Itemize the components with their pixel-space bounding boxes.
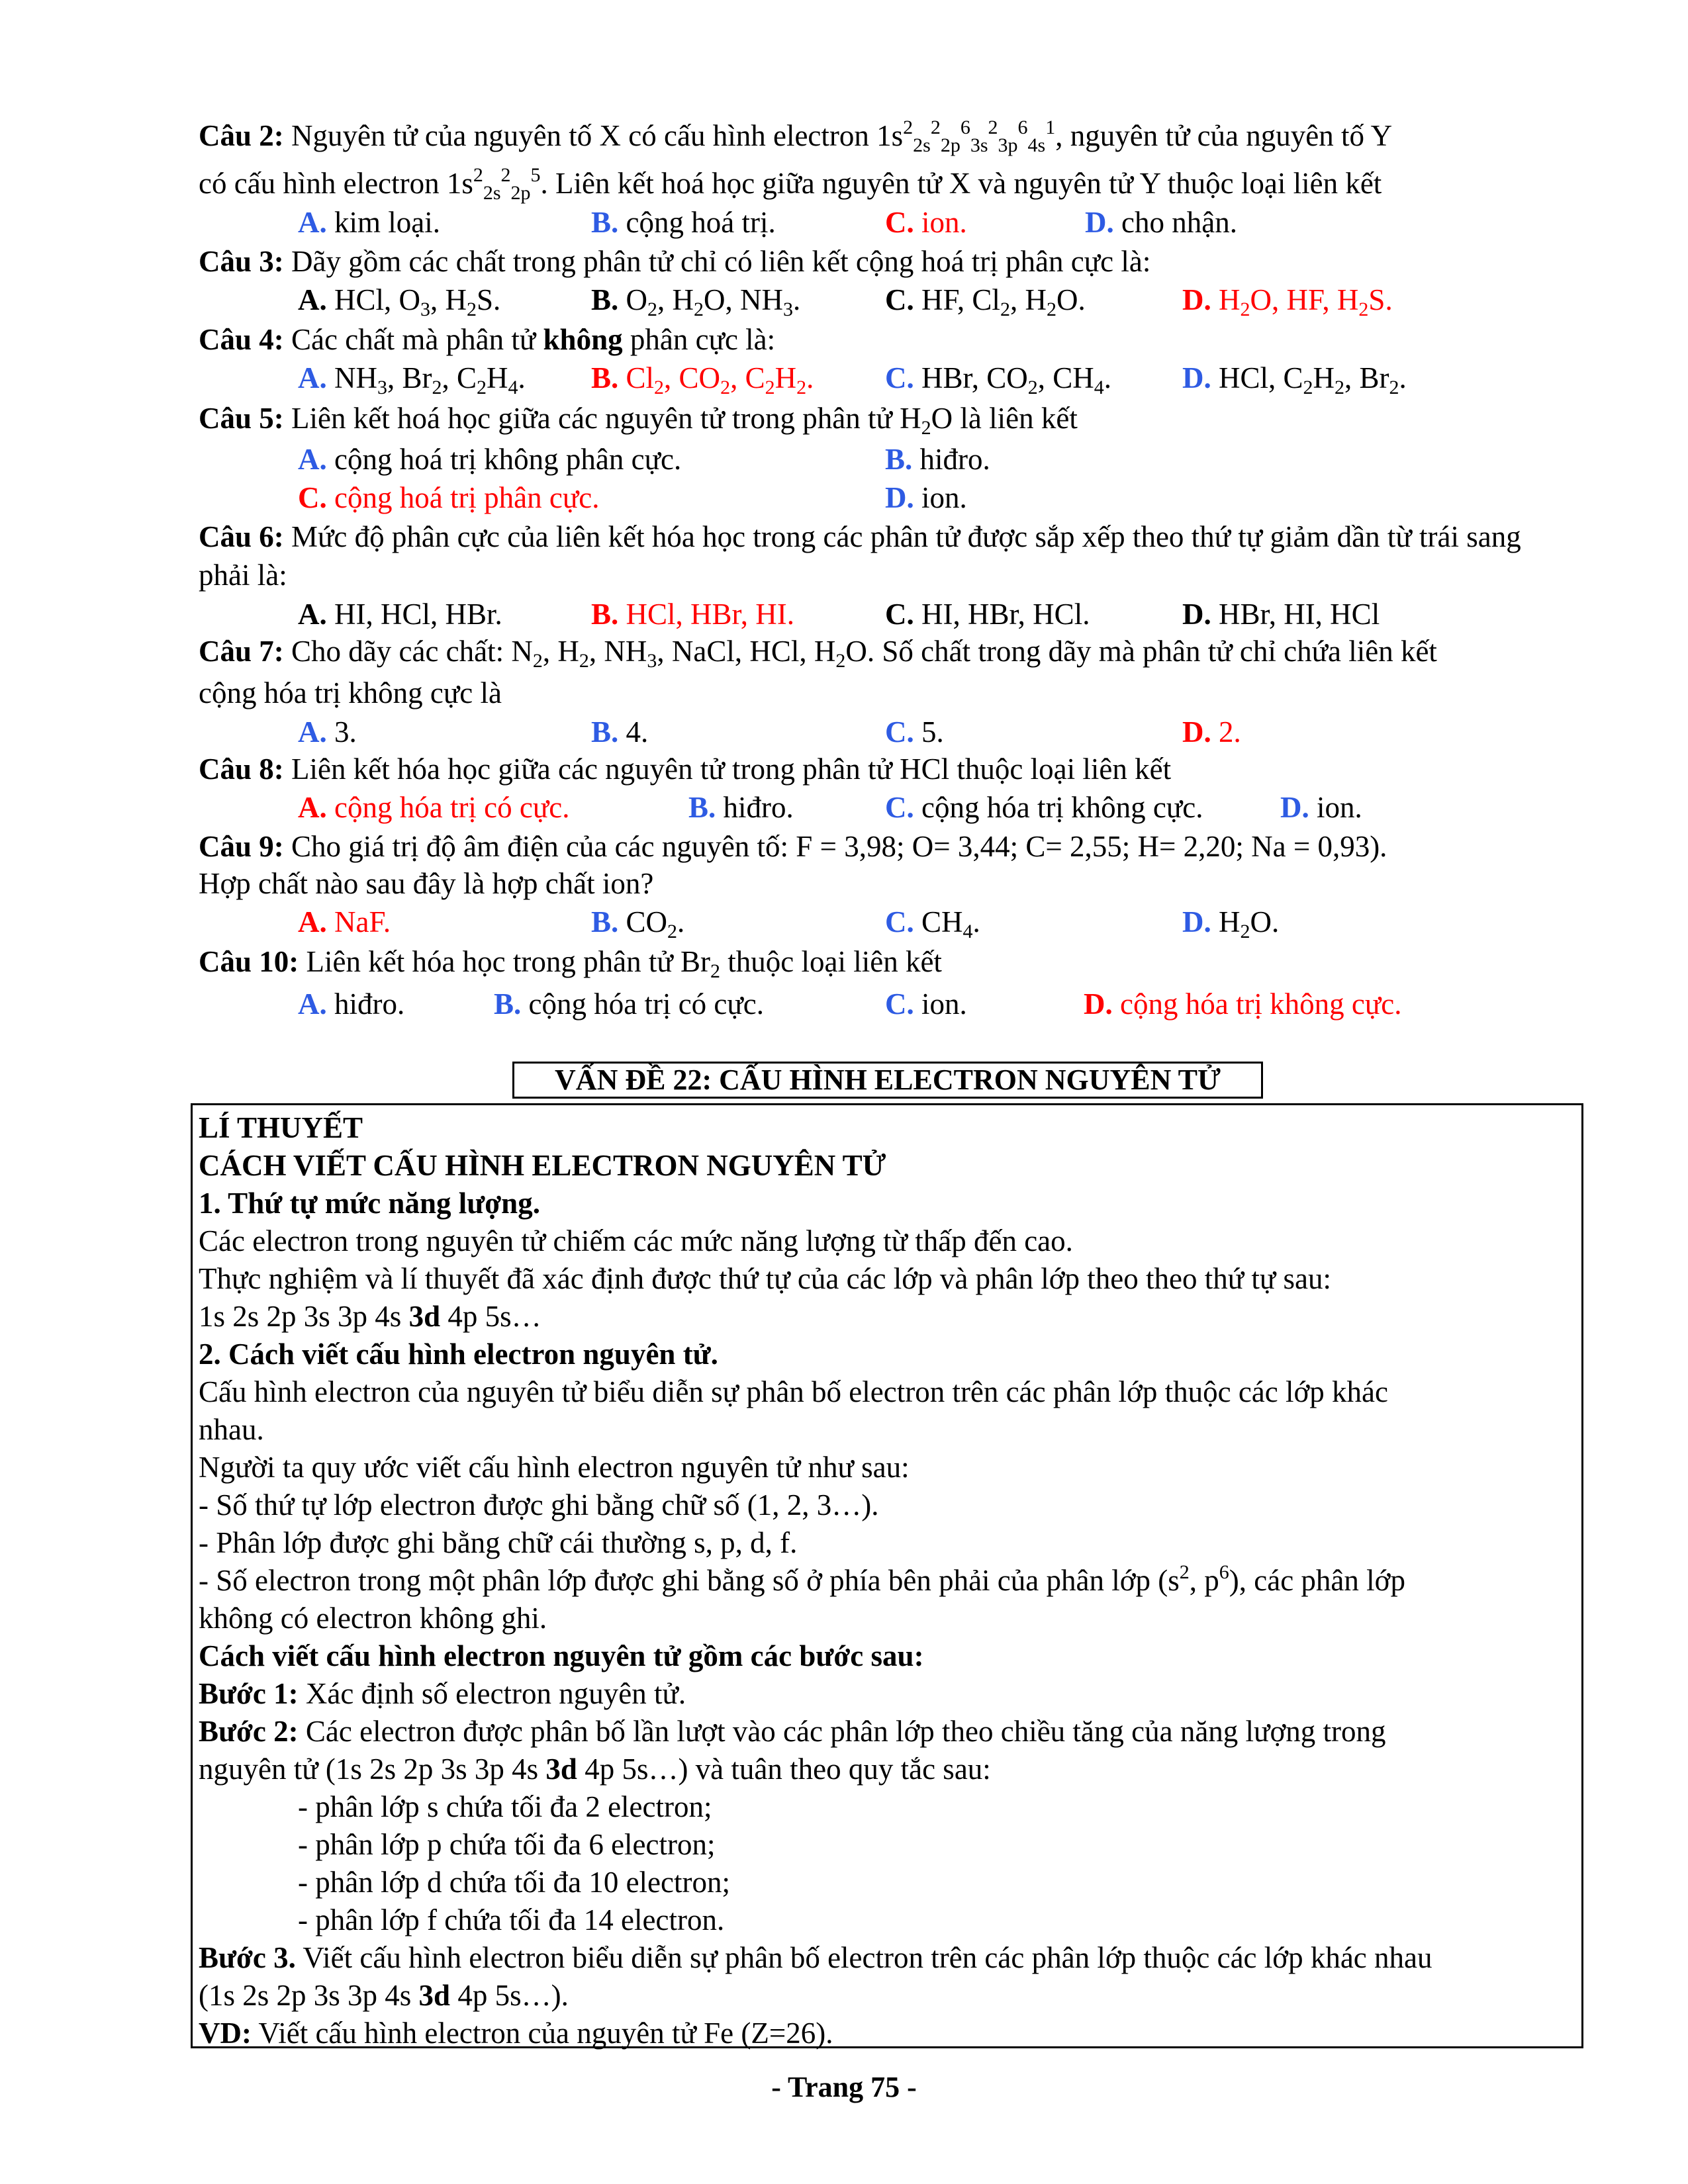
theory-line: - Phân lớp được ghi bằng chữ cái thường s, p, d, f. <box>199 1526 798 1559</box>
question-3 <box>199 242 1575 281</box>
option-text: hiđro. <box>912 443 990 476</box>
question-text: , nguyên tử của nguyên tố Y <box>1055 119 1393 152</box>
q4-option-d: D. HCl, $C_2H_2$, $Br_2$. <box>1182 361 1407 398</box>
question-text: cộng hóa trị không cực là <box>199 676 502 709</box>
sub: 2s <box>913 134 931 156</box>
q8-option-c <box>885 788 1203 827</box>
q2-option-c <box>885 203 967 242</box>
option-text: ion. <box>914 481 967 514</box>
question-label: Câu 10: <box>199 945 299 978</box>
text-bold: 3d <box>418 1979 451 2012</box>
q2-option-d <box>1085 203 1237 242</box>
q5-option-c <box>298 478 600 517</box>
option-text: 5. <box>914 715 944 749</box>
question-text: Nguyên tử của nguyên tố X có cấu hình electron 1s <box>283 119 904 152</box>
question-text: O là liên kết <box>931 402 1078 435</box>
text-bold: 3d <box>408 1300 441 1333</box>
question-label: Câu 2: <box>199 119 284 152</box>
q6-option-c <box>885 595 1090 633</box>
theory-line: không có electron không ghi. <box>199 1602 547 1635</box>
question-text: Liên kết hóa học trong phân tử Br <box>299 945 711 978</box>
option-letter: B. <box>591 715 619 749</box>
q10-option-a <box>298 985 404 1023</box>
option-text: cộng hóa trị có cực. <box>521 987 765 1021</box>
question-6 <box>199 518 1575 594</box>
question-text: phân cực là: <box>622 323 776 356</box>
question-text: Hợp chất nào sau đây là hợp chất ion? <box>199 867 654 900</box>
orbital-order <box>199 1298 1569 1335</box>
text: 4p 5s…). <box>450 1979 569 2012</box>
step-3 <box>199 1939 1569 1976</box>
option-letter: B. <box>591 598 619 631</box>
sup: 2 <box>500 164 511 186</box>
emphasis: không <box>543 323 623 356</box>
sup: 2 <box>473 164 483 186</box>
question-label: Câu 3: <box>199 245 284 278</box>
q7-option-c <box>885 713 944 751</box>
option-text: cộng hóa trị không cực. <box>1112 987 1402 1021</box>
option-text: ion. <box>914 206 967 239</box>
sup: 6 <box>960 116 970 138</box>
q6-option-a <box>298 595 502 633</box>
option-letter: D. <box>885 481 914 514</box>
theory-heading: LÍ THUYẾT <box>199 1111 363 1144</box>
question-9-line-2 <box>199 864 1575 903</box>
sub: 3p <box>998 134 1018 156</box>
option-text: cộng hoá trị không phân cực. <box>326 443 682 476</box>
question-8 <box>199 750 1575 788</box>
option-letter: A. <box>298 283 327 316</box>
option-letter: D. <box>1182 598 1211 631</box>
question-text: Dãy gồm các chất trong phân tử chỉ có liên kết cộng hoá trị phân cực là: <box>283 245 1151 278</box>
write-config-heading: 2. Cách viết cấu hình electron nguyên tử. <box>199 1338 718 1371</box>
question-7: Câu 7: Cho dãy các chất: $N_2$, $H_2$, $NH_3$, NaCl, HCl, $H_2O$. Số chất trong dãy mà phân tử chỉ chứa liên kết <box>199 635 1437 672</box>
step-3-cont <box>199 1977 1569 2014</box>
option-letter: A. <box>298 206 327 239</box>
text-bold: 3d <box>545 1752 577 1786</box>
sub: 2p <box>940 134 961 156</box>
q5-option-a <box>298 440 681 478</box>
option-letter: A. <box>298 905 327 938</box>
option-text: HCl, HBr, HI. <box>618 598 794 631</box>
theory-line: Thực nghiệm và lí thuyết đã xác định được thứ tự của các lớp và phân lớp theo theo thứ tự sau: <box>199 1262 1332 1295</box>
q8-option-a <box>298 788 570 827</box>
option-text: 2. <box>1211 715 1241 749</box>
option-text: ion. <box>914 987 967 1021</box>
energy-order-heading: 1. Thứ tự mức năng lượng. <box>199 1187 540 1220</box>
option-letter: D. <box>1084 987 1113 1021</box>
option-letter: A. <box>298 443 327 476</box>
example <box>199 2015 1569 2052</box>
sub: 2 <box>710 960 721 982</box>
text: ), các phân lớp <box>1229 1564 1405 1597</box>
option-letter: D. <box>1280 791 1309 824</box>
option-letter: C. <box>885 361 914 394</box>
q3-option-c: C. HF, $Cl_2$, $H_2O$. <box>885 283 1086 320</box>
question-text: . Liên kết hoá học giữa nguyên tử X và nguyên tử Y thuộc loại liên kết <box>540 167 1382 200</box>
sup: 2 <box>1179 1561 1190 1583</box>
sub: 2p <box>510 182 531 204</box>
q5-option-b <box>885 440 990 478</box>
q10-option-b <box>494 985 764 1023</box>
question-10 <box>199 942 1575 981</box>
text: Các electron được phân bố lần lượt vào các phân lớp theo chiều tăng của năng lượng trong <box>298 1715 1386 1748</box>
q7-option-b <box>591 713 648 751</box>
q9-option-a <box>298 903 391 941</box>
step-1 <box>199 1675 1569 1712</box>
q10-option-c <box>885 985 967 1023</box>
question-2 <box>199 116 1575 155</box>
option-letter: D. <box>1182 715 1211 749</box>
question-label: Câu 8: <box>199 752 284 786</box>
text: Viết cấu hình electron biểu diễn sự phân bố electron trên các phân lớp thuộc các lớp khác nhau <box>295 1941 1432 1974</box>
q6-option-d <box>1182 595 1380 633</box>
text: , p <box>1189 1564 1219 1597</box>
option-letter: B. <box>885 443 913 476</box>
theory-line: Người ta quy ước viết cấu hình electron nguyên tử như sau: <box>199 1451 910 1484</box>
q4-option-b: B. $Cl_2$, $CO_2$, $C_2H_2$. <box>591 361 814 398</box>
option-letter: D. <box>1182 905 1211 938</box>
question-4 <box>199 320 1575 359</box>
option-letter: B. <box>591 283 619 316</box>
q4-option-a: A. $NH_3$, $Br_2$, $C_2H_4$. <box>298 361 526 398</box>
option-letter: C. <box>885 715 914 749</box>
option-letter: B. <box>591 206 619 239</box>
option-text: hiđro. <box>326 987 405 1021</box>
step-2 <box>199 1713 1569 1750</box>
sup: 6 <box>1219 1561 1229 1583</box>
question-text: Liên kết hóa học giữa các nguyên tử trong phân tử HCl thuộc loại liên kết <box>283 752 1172 786</box>
sub: 4s <box>1027 134 1046 156</box>
q5-option-d <box>885 478 967 517</box>
sup: 1 <box>1045 116 1056 138</box>
rule-d: - phân lớp d chứa tối đa 10 electron; <box>298 1866 730 1899</box>
question-text: Mức độ phân cực của liên kết hóa học trong các phân tử được sắp xếp theo thứ tự giảm dần từ trái sang phải là: <box>199 520 1521 592</box>
option-letter: C. <box>885 206 914 239</box>
option-text: cộng hoá trị phân cực. <box>326 481 600 514</box>
text: nguyên tử (1s 2s 2p 3s 3p 4s <box>199 1752 546 1786</box>
sub: 2 <box>921 417 931 439</box>
option-letter: B. <box>591 905 619 938</box>
option-text: cho nhận. <box>1113 206 1237 239</box>
rule-s: - phân lớp s chứa tối đa 2 electron; <box>298 1790 712 1823</box>
text: (1s 2s 2p 3s 3p 4s <box>199 1979 419 2012</box>
sup: 2 <box>930 116 941 138</box>
option-letter: B. <box>591 361 619 394</box>
question-text: Liên kết hoá học giữa các nguyên tử trong phân tử H <box>283 402 921 435</box>
q8-option-d <box>1280 788 1362 827</box>
rule-p: - phân lớp p chứa tối đa 6 electron; <box>298 1828 716 1861</box>
question-2-line-2 <box>199 164 1575 203</box>
option-letter: D. <box>1085 206 1114 239</box>
theory-line: nhau. <box>199 1413 264 1446</box>
q8-option-b <box>688 788 794 827</box>
option-letter: A. <box>298 715 327 749</box>
q3-option-a: A. HCl, $O_3$, $H_2S$. <box>298 283 501 320</box>
option-text: HI, HCl, HBr. <box>326 598 502 631</box>
option-text: cộng hoá trị. <box>618 206 776 239</box>
option-text: NaF. <box>326 905 391 938</box>
option-letter: D. <box>1182 283 1211 316</box>
question-label: Câu 7: <box>199 635 284 668</box>
question-text: thuộc loại liên kết <box>720 945 942 978</box>
text: 1s 2s 2p 3s 3p 4s <box>199 1300 409 1333</box>
rule-f: - phân lớp f chứa tối đa 14 electron. <box>298 1903 725 1936</box>
q3-option-b: B. $O_2$, $H_2O$, $NH_3$. <box>591 283 801 320</box>
option-text: ion. <box>1309 791 1362 824</box>
q2-option-b <box>591 203 776 242</box>
sup: 2 <box>903 116 914 138</box>
q9-option-b: B. $CO_2$. <box>591 905 685 942</box>
text: Xác định số electron nguyên tử. <box>298 1677 686 1710</box>
option-text: cộng hóa trị không cực. <box>914 791 1203 824</box>
option-letter: C. <box>885 791 914 824</box>
option-letter: A. <box>298 598 327 631</box>
question-text: . Số chất trong dãy mà phân tử chỉ chứa liên kết <box>867 635 1437 668</box>
question-text: Các chất mà phân tử <box>283 323 543 356</box>
text: 4p 5s… <box>440 1300 541 1333</box>
option-letter: C. <box>885 283 914 316</box>
option-text: cộng hóa trị có cực. <box>326 791 570 824</box>
sup: 5 <box>530 164 541 186</box>
q9-option-c: C. $CH_4$. <box>885 905 980 942</box>
option-text: HI, HBr, HCl. <box>914 598 1090 631</box>
question-7-line-2 <box>199 674 1575 712</box>
text: - Số electron trong một phân lớp được ghi bằng số ở phía bên phải của phân lớp (s <box>199 1564 1180 1597</box>
step-label: Bước 1: <box>199 1677 299 1710</box>
q10-option-d <box>1084 985 1402 1023</box>
option-text: HBr, HI, HCl <box>1211 598 1380 631</box>
q3-option-d: D. $H_2O$, HF, $H_2S$. <box>1182 283 1393 320</box>
page-number: - Trang 75 - <box>771 2071 917 2103</box>
step-label: Bước 3. <box>199 1941 296 1974</box>
sup: 2 <box>988 116 998 138</box>
option-letter: C. <box>885 905 914 938</box>
option-letter: B. <box>688 791 716 824</box>
option-text: hiđro. <box>716 791 794 824</box>
option-text: 3. <box>326 715 357 749</box>
section-title: VẤN ĐỀ 22: CẤU HÌNH ELECTRON NGUYÊN TỬ <box>512 1062 1263 1099</box>
text: 4p 5s…) và tuân theo quy tắc sau: <box>577 1752 991 1786</box>
option-text: kim loại. <box>326 206 440 239</box>
sub: 2s <box>483 182 501 204</box>
option-letter: C. <box>885 598 914 631</box>
theory-subheading: CÁCH VIẾT CẤU HÌNH ELECTRON NGUYÊN TỬ <box>199 1149 886 1182</box>
q7-option-a <box>298 713 357 751</box>
question-label: Câu 4: <box>199 323 284 356</box>
q2-option-a <box>298 203 440 242</box>
option-letter: A. <box>298 361 327 394</box>
theory-line: Cấu hình electron của nguyên tử biểu diễn sự phân bố electron trên các phân lớp thuộc các lớp khác <box>199 1375 1388 1408</box>
option-letter: C. <box>298 481 327 514</box>
question-5 <box>199 399 1575 437</box>
q4-option-c: C. HBr, $CO_2$, $CH_4$. <box>885 361 1111 398</box>
question-label: Câu 6: <box>199 520 284 553</box>
question-label: Câu 5: <box>199 402 284 435</box>
option-letter: A. <box>298 791 327 824</box>
step-2-cont <box>199 1751 1569 1788</box>
theory-line <box>199 1562 1569 1599</box>
option-letter: D. <box>1182 361 1211 394</box>
text: Viết cấu hình electron của nguyên tử Fe (Z=26). <box>251 2017 833 2050</box>
q9-option-d: D. $H_2O$. <box>1182 905 1280 942</box>
option-letter: C. <box>885 987 914 1021</box>
option-letter: A. <box>298 987 327 1021</box>
example-label: VD: <box>199 2017 252 2050</box>
theory-line: - Số thứ tự lớp electron được ghi bằng chữ số (1, 2, 3…). <box>199 1488 879 1522</box>
step-label: Bước 2: <box>199 1715 299 1748</box>
steps-heading: Cách viết cấu hình electron nguyên tử gồm các bước sau: <box>199 1639 924 1672</box>
question-9 <box>199 827 1575 866</box>
option-text: 4. <box>618 715 649 749</box>
question-text: Cho giá trị độ âm điện của các nguyên tố: F = 3,98; O= 3,44; C= 2,55; H= 2,20; Na = 0,93). <box>283 830 1387 863</box>
sup: 6 <box>1017 116 1028 138</box>
sub: 3s <box>970 134 988 156</box>
q7-option-d <box>1182 713 1241 751</box>
question-text: Cho dãy các chất: N <box>283 635 533 668</box>
q6-option-b <box>591 595 794 633</box>
option-letter: B. <box>494 987 522 1021</box>
question-text: có cấu hình electron 1s <box>199 167 473 200</box>
theory-line: Các electron trong nguyên tử chiếm các mức năng lượng từ thấp đến cao. <box>199 1224 1073 1257</box>
question-label: Câu 9: <box>199 830 284 863</box>
